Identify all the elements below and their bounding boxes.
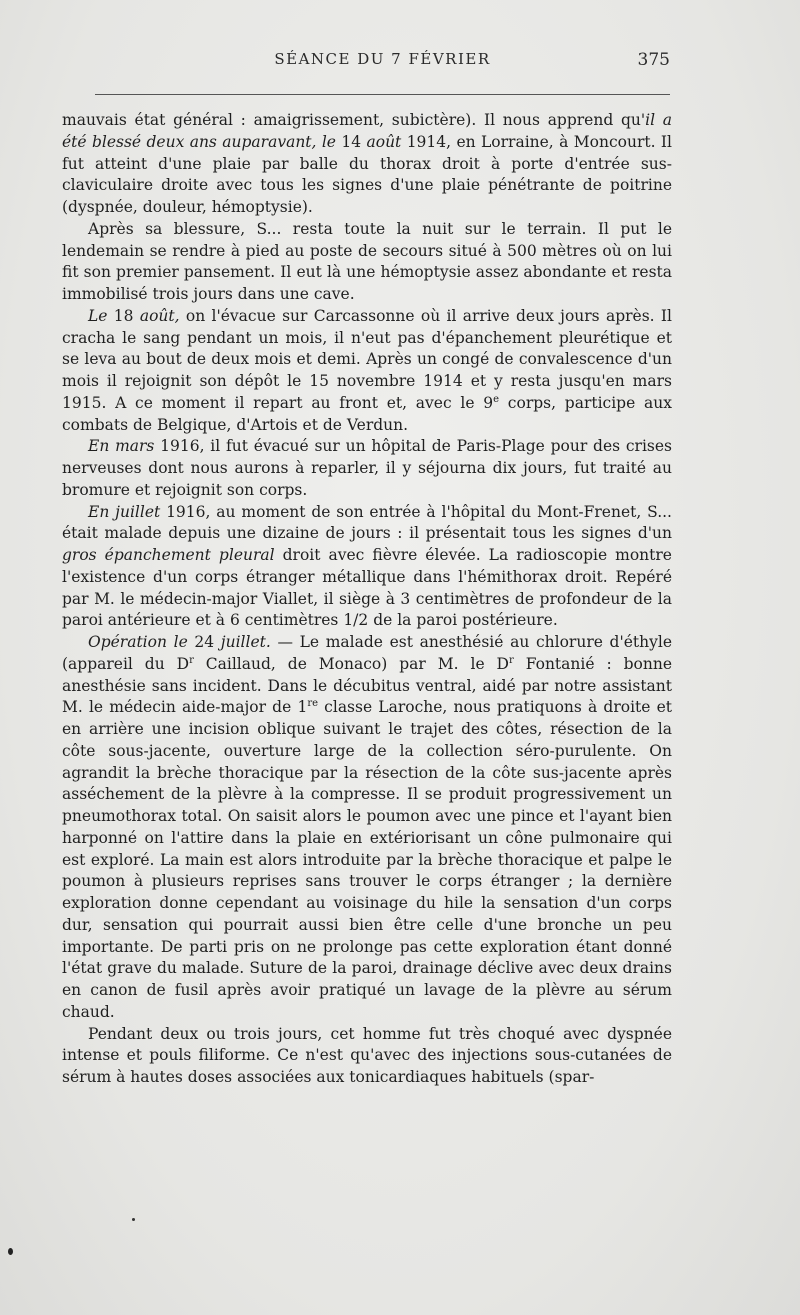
text-segment: Caillaud, de Monaco) par M. le D — [193, 654, 509, 673]
italic-text: Le — [88, 306, 108, 325]
superscript: r — [508, 654, 514, 666]
italic-text: il a été blessé deux ans auparavant, le — [62, 111, 672, 151]
text-segment: Pendant deux ou trois jours, cet homme fut très choqué avec dyspnée intense et pouls filiforme. Ce n'est qu'avec des injections sous-cutanées de sérum à hautes doses associées aux tonicardiaques habituels (spar- — [62, 1024, 672, 1086]
text-segment: — Le malade est anesthésié au chlorure d'éthyle (appareil du D — [62, 633, 673, 673]
body-text — [62, 110, 672, 1089]
italic-text: Opération le — [88, 633, 188, 651]
text-segment: 24 — [187, 633, 221, 651]
italic-text: août — [366, 132, 402, 151]
paragraph — [62, 436, 672, 501]
header-rule — [95, 94, 670, 95]
italic-text: En juillet — [88, 502, 161, 521]
text-segment: 1916, au moment de son entrée à l'hôpital du Mont-Frenet, S... était malade depuis une dizaine de jours : il présentait tous les signes d'un — [62, 502, 672, 543]
text-segment: Après sa blessure, S... resta toute la nuit sur le terrain. Il put le lendemain se rendre à pied au poste de secours situé à 500 mètres où on lui fit son premier pansement. Il eut là une hémoptysie assez abondante et resta immobilisé trois jours dans une cave. — [62, 219, 672, 303]
print-speck — [132, 1218, 135, 1221]
text-segment: corps, participe aux combats de Belgique, d'Artois et de Verdun. — [62, 393, 672, 434]
text-segment: classe Laroche, nous pratiquons à droite et en arrière une incision oblique suivant le trajet des côtes, résection de la côte sous-jacente, ouverture large de la collection séro-purulente. On agrandit la brèche thoracique par la résection de la côte sus-jacente après asséchement de la plèvre à la compresse. Il se produit progressivement un pneumothorax total. On saisit alors le poumon avec une pince et l'ayant bien harponné on l'attire dans la plaie en extériorisant un cône pulmonaire qui est exploré. La main est alors introduite par la brèche thoracique et palpe le poumon à plusieurs reprises sans trouver le corps étranger ; la dernière exploration donne cependant au voisinage du hile la sensation d'un corps dur, sensation qui pourrait aussi bien être celle d'une bronche un peu importante. De parti pris on ne prolonge pas cette exploration étant donné l'état grave du malade. Suture de la paroi, drainage déclive avec deux drains en canon de fusil après avoir pratiqué un lavage de la plèvre au sérum chaud. — [62, 698, 673, 1021]
text-segment: 14 — [335, 132, 367, 151]
italic-text: En mars — [88, 437, 155, 456]
text-segment: 1916, il fut évacué sur un hôpital de Paris-Plage pour des crises nerveuses dont nous aurons à reparler, il y séjourna dix jours, fut traité au bromure et rejoignit son corps. — [62, 437, 672, 499]
running-head — [95, 50, 670, 78]
paragraph — [62, 632, 672, 1024]
text-segment: 1914, en Lorraine, à Moncourt. Il fut atteint d'une plaie par balle du thorax droit à porte d'entrée sus-claviculaire droite avec tous les signes d'une plaie pénétrante de poitrine (dyspnée, douleur, hémoptysie). — [62, 132, 672, 216]
superscript: re — [307, 698, 319, 710]
superscript: e — [493, 393, 500, 405]
text-segment: droit avec fièvre élevée. La radioscopie montre l'existence d'un corps étranger métallique dans l'hémithorax droit. Repéré par M. le médecin-major Viallet, il siège à 3 centimètres de profondeur de la paroi antérieure et à 6 centimètres 1/2 de la paroi postérieure. — [62, 546, 672, 630]
paragraph — [62, 306, 672, 437]
italic-text: août, — [139, 306, 180, 325]
superscript: r — [189, 654, 194, 666]
text-segment: 18 — [107, 306, 140, 325]
paragraph — [62, 219, 672, 306]
text-segment: mauvais état général : amaigrissement, subictère). Il nous apprend qu' — [62, 111, 646, 129]
text-segment: on l'évacue sur Carcassonne où il arrive deux jours après. Il cracha le sang pendant un mois, il n'eut pas d'épanchement pleurétique et se leva au bout de deux mois et demi. Après un congé de convalescence d'un mois il rejoignit son dépôt le 15 novembre 1914 et y resta jusqu'en mars 1915. A ce moment il repart au front et, avec le 9 — [62, 306, 672, 412]
italic-text: gros épanchement pleural — [62, 546, 275, 564]
page-number: 375 — [637, 50, 670, 70]
print-speck — [8, 1248, 13, 1255]
italic-text: juillet. — [220, 633, 271, 651]
paragraph — [62, 110, 672, 219]
paragraph — [62, 502, 672, 633]
text-segment: Fontanié : bonne anesthésie sans incident. Dans le décubitus ventral, aidé par notre assistant M. le médecin aide-major de 1 — [62, 654, 672, 717]
paragraph — [62, 1024, 672, 1089]
running-title: SÉANCE DU 7 FÉVRIER — [274, 50, 491, 68]
